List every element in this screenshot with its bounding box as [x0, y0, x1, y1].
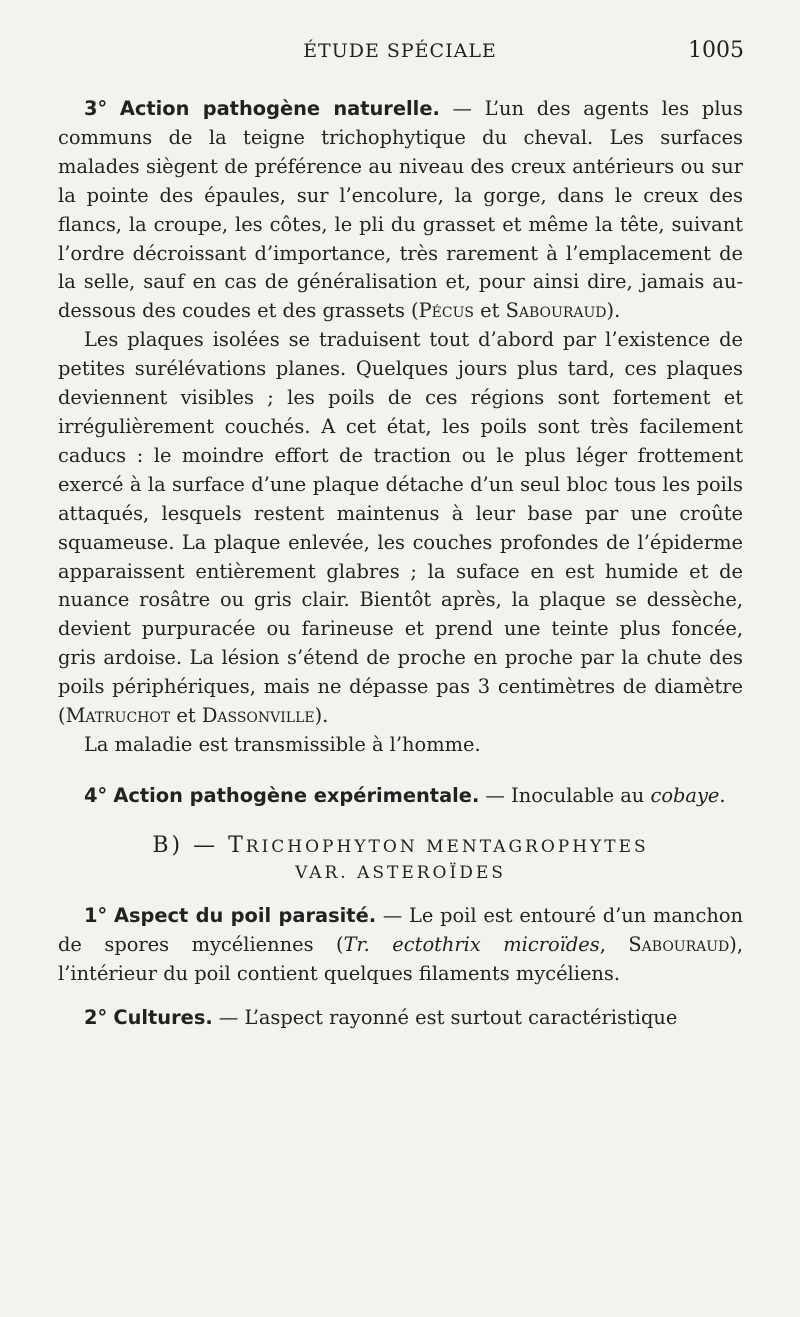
section-title-b	[58, 833, 743, 860]
paragraph-text: — Le poil est entouré d’un manchon de spores mycéliennes (	[58, 903, 743, 956]
body-text	[58, 95, 743, 1033]
paragraph-isolated-plaques	[58, 326, 743, 731]
running-title: ÉTUDE SPÉCIALE	[303, 40, 497, 62]
section-heading: Cultures.	[113, 1006, 213, 1030]
paragraph-text: — L’un des agents les plus communs de la teigne trichophytique du cheval. Les surfaces malades siègent de préférence au niveau des creux antérieurs ou sur la pointe des épaules, sur l’encolure, la gorge, dans le creux des flancs, la croupe, les côtes, le pli du grasset et même la tête, suivant l’ordre décroissant d’importance, très rarement à l’emplacement de la selle, sauf en cas de généralisation et, pour ainsi dire, jamais au-dessous des coudes et des grassets (	[58, 97, 743, 323]
paragraph-text: .	[719, 783, 726, 807]
running-head	[0, 38, 800, 68]
section-heading: Aspect du poil parasité.	[113, 903, 377, 927]
section-number: 2°	[84, 1006, 108, 1030]
paragraph-experimental-action	[58, 782, 743, 811]
paragraph-text: ,	[599, 932, 629, 956]
paragraph-cultures	[58, 1004, 743, 1033]
paragraph-text: ).	[314, 704, 329, 728]
author-name: Dassonville	[201, 704, 315, 728]
paragraph-text: — Inoculable au	[479, 783, 651, 807]
section-label: B) —	[152, 832, 229, 858]
paragraph-transmissible	[58, 731, 743, 760]
author-name: Pécus	[418, 299, 474, 323]
section-number: 3°	[84, 97, 108, 120]
spacer	[58, 760, 743, 782]
paragraph-text: Les plaques isolées se traduisent tout d’abord par l’existence de petites surélévations planes. Quelques jours plus tard, ces plaques deviennent visibles ; les poils de ces régions sont fortement et irrégulièrement couchés. A cet état, les poils sont très facilement caducs : le moindre effort de traction ou le plus léger frottement exercé à la surface d’une plaque détache d’un seul bloc tous les poils attaqués, lesquels restent maintenus à leur base par une croûte squameuse. La plaque enlevée, les couches profondes de l’épiderme apparaissent entièrement glabres ; la suface en est humide et de nuance rosâtre ou gris clair. Bientôt après, la plaque se dessèche, devient purpuracée ou farineuse et prend une teinte plus foncée, gris ardoise. La lésion s’étend de proche en proche par la chute des poils périphériques, mais ne dépasse pas 3 centimètres de diamètre (	[58, 328, 743, 728]
author-name: Matruchot	[65, 704, 171, 728]
section-number: 4°	[84, 783, 108, 807]
species-initial: T	[228, 832, 246, 858]
paragraph-hair-aspect	[58, 902, 743, 989]
italic-term: cobaye	[650, 783, 720, 807]
author-name: Sabouraud	[628, 932, 730, 956]
section-subtitle: VAR. ASTEROÏDES	[295, 862, 506, 883]
page-number: 1005	[688, 38, 744, 63]
paragraph-text: et	[474, 299, 506, 323]
spacer	[58, 988, 743, 1004]
paragraph-natural-pathogenic-action	[58, 95, 743, 326]
paragraph-text: et	[170, 704, 202, 728]
section-number: 1°	[84, 903, 108, 927]
paragraph-text: La maladie est transmissible à l’homme.	[84, 732, 481, 756]
spacer	[58, 886, 743, 902]
paragraph-text: ), l’intérieur du poil contient quelques filaments mycéliens.	[58, 932, 744, 985]
italic-term: Tr. ectothrix microïdes	[343, 932, 600, 956]
spacer	[58, 811, 743, 833]
species-name: RICHOPHYTON MENTAGROPHYTES	[245, 836, 649, 857]
paragraph-text: — L’aspect rayonné est surtout caractéristique	[212, 1006, 678, 1030]
author-name: Sabouraud	[505, 299, 607, 323]
paragraph-text: ).	[606, 299, 621, 323]
section-heading: Action pathogène naturelle.	[119, 97, 440, 120]
section-heading: Action pathogène expérimentale.	[113, 783, 480, 807]
